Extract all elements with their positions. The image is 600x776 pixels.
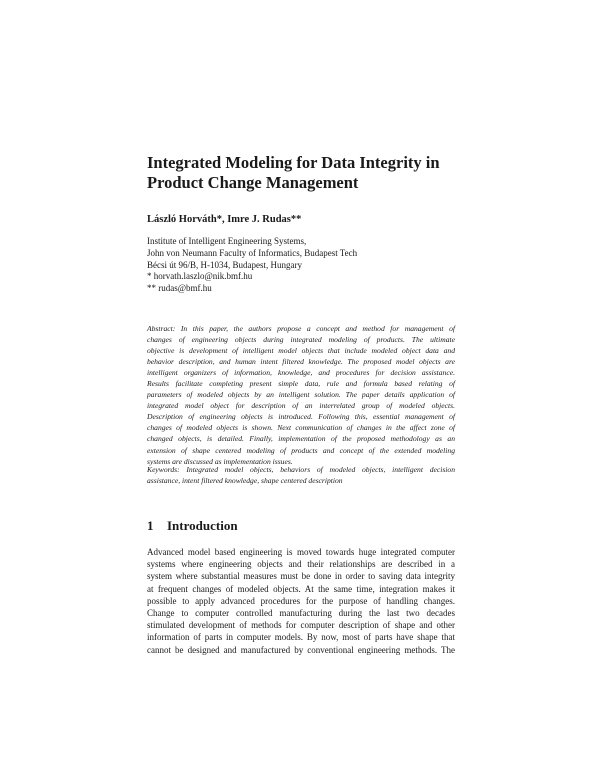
paper-title-line: Product Change Management	[147, 173, 359, 192]
body-line: systems where engineering objects and their relationships are described in a	[147, 559, 455, 570]
section-number: 1	[147, 518, 154, 533]
abstract	[147, 323, 455, 467]
abstract-line: Description of engineering objects is introduced. Following this, essential management of	[147, 412, 455, 422]
body-line: Advanced model based engineering is moved towards huge integrated computer	[147, 547, 455, 557]
body-line: system where substantial measures must be done in order to saving data integrity	[147, 571, 455, 582]
author-email: * horvath.laszlo@nik.bmf.hu	[147, 271, 253, 282]
author-affiliation	[147, 236, 357, 295]
body-line: information of parts in computer models. By now, most of parts have shape that	[147, 632, 455, 643]
abstract-line: Abstract: In this paper, the authors propose a concept and method for management of	[147, 324, 455, 333]
affiliation-line: Institute of Intelligent Engineering Systems,	[147, 236, 307, 246]
body-line: cannot be designed and manufactured by conventional engineering methods. The	[147, 644, 455, 655]
abstract-line: intelligent organizers of information, knowledge, and procedures for decision assistance.	[147, 368, 455, 378]
section-heading-introduction	[147, 518, 238, 534]
abstract-line: objective is development of intelligent model objects that include modeled object data and	[147, 346, 455, 356]
section-title: Introduction	[167, 518, 238, 533]
author-email: ** rudas@bmf.hu	[147, 283, 212, 294]
introduction-body	[147, 546, 455, 656]
keywords	[147, 464, 455, 486]
paper-authors: László Horváth*, Imre J. Rudas**	[147, 214, 302, 225]
abstract-line: changes of engineering objects during integrated modeling of products. The ultimate	[147, 335, 455, 345]
affiliation-line: John von Neumann Faculty of Informatics, Budapest Tech	[147, 247, 358, 258]
affiliation-line: Bécsi út 96/B, H-1034, Budapest, Hungary	[147, 259, 302, 270]
body-line: stimulated development of methods for computer description of shape and other	[147, 620, 455, 631]
abstract-line: Results facilitate completing present simple data, rule and formula based relating of	[147, 379, 455, 389]
body-line: at frequent changes of modeled objects. At the same time, integration makes it	[147, 583, 455, 594]
abstract-line: changes of modeled objects is shown. Next communication of changes in the affect zone of	[147, 423, 455, 433]
keywords-line: assistance, intent filtered knowledge, shape centered description	[147, 476, 343, 486]
keywords-line: Keywords: Integrated model objects, behaviors of modeled objects, intelligent decision	[147, 465, 455, 474]
paper-title-line: Integrated Modeling for Data Integrity in	[147, 153, 440, 172]
abstract-line: integrated model object for description of an interrelated group of modeled objects.	[147, 401, 455, 411]
abstract-line: extension of shape centered modeling of products and concept of the extended modeling	[147, 445, 455, 455]
abstract-line: changed objects, is detailed. Finally, implementation of the proposed methodology as an	[147, 434, 455, 444]
abstract-line: parameters of modeled objects by an intelligent solution. The paper details application of	[147, 390, 455, 400]
body-line: Change to computer controlled manufacturing during the last two decades	[147, 608, 455, 619]
abstract-line: behavior description, and human intent filtered knowledge. The proposed model objects are	[147, 357, 455, 367]
body-line: possible to apply advanced procedures for the purpose of handling changes.	[147, 595, 455, 606]
abstract-line: systems are discussed as implementation issues.	[147, 456, 293, 466]
paper-title	[147, 153, 467, 193]
